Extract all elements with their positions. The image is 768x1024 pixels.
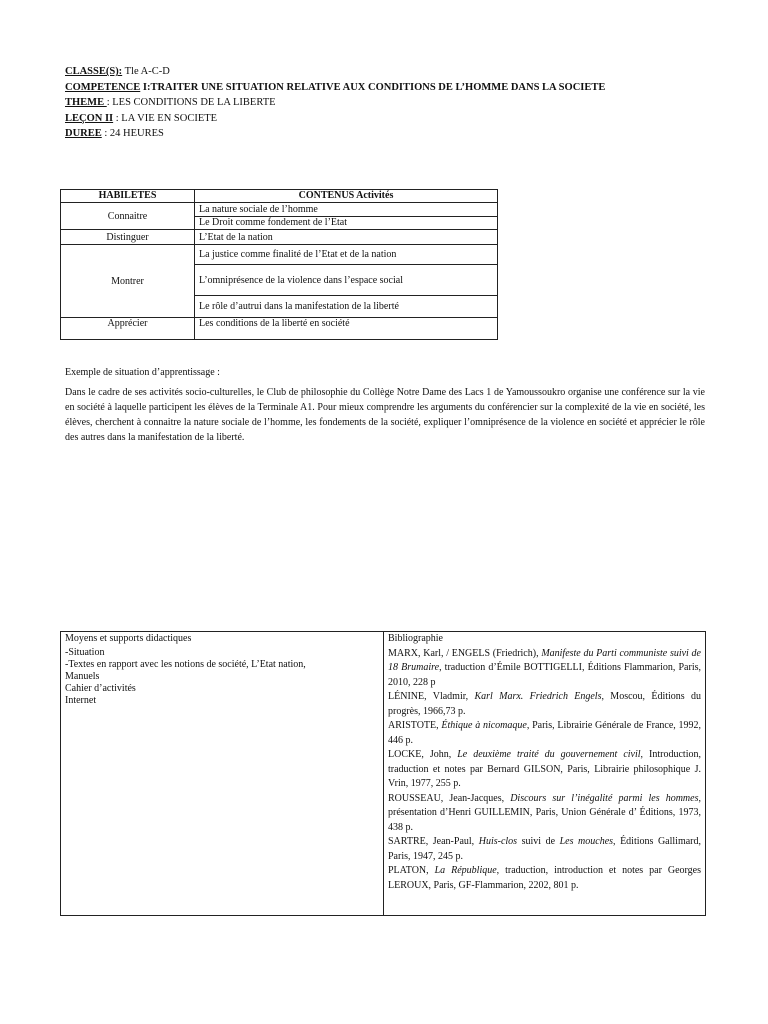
duree-line <box>65 126 605 142</box>
learning-situation <box>65 365 705 445</box>
resources-table <box>60 631 706 916</box>
bib-details: suivi de <box>517 836 560 847</box>
skill-distinguer: Distinguer <box>61 230 195 245</box>
table-row <box>61 203 498 217</box>
bib-author: ARISTOTE, <box>388 720 442 731</box>
skill-connaitre: Connaitre <box>61 203 195 230</box>
content-cell: L’Etat de la nation <box>195 230 498 245</box>
habiletes-header-row <box>61 190 498 203</box>
bib-title: Karl Marx. Friedrich Engels <box>474 691 602 702</box>
bib-entry <box>388 792 701 836</box>
content-cell: Les conditions de la liberté en société <box>195 318 498 340</box>
bib-author: LOCKE, John, <box>388 749 458 760</box>
bib-entry <box>388 835 701 864</box>
list-item: Internet <box>65 694 97 706</box>
bib-title: La République <box>434 865 497 876</box>
theme-line <box>65 95 605 111</box>
lesson-header <box>65 64 605 142</box>
bib-details: , traduction d’Émile BOTTIGELLI, Éditions Flammarion, Paris, 2010, 228 p <box>388 662 701 688</box>
theme-label: THEME <box>65 97 107 108</box>
bib-details: , Paris, Librairie Générale de France, 1992, 446 p. <box>388 720 701 746</box>
bib-entry <box>388 719 701 748</box>
bib-title: Discours sur l’inégalité parmi les hommes <box>510 792 699 804</box>
bib-author: ROUSSEAU, Jean-Jacques, <box>388 792 511 804</box>
duree-label: DUREE <box>65 128 102 139</box>
skill-montrer: Montrer <box>61 245 195 318</box>
situation-text: Dans le cadre de ses activités socio-culturelles, le Club de philosophie du Collège Notre Dame des Lacs 1 de Yamoussoukro organise une conférence sur la vie en société à laquelle participent les élèves de la Terminale A1. Pour mieux comprendre les arguments du conférencier sur la complexité de la vie en société, les élèves, cherchent à connaitre la nature sociale de l’homme, les fondements de la société, expliquer l’omniprésence de la violence en société et apprécier le rôle des autres dans la manifestation de la liberté. <box>65 387 705 443</box>
bib-author: SARTRE, Jean-Paul, <box>388 836 479 847</box>
table-row <box>61 230 498 245</box>
bib-details: , Moscou, Éditions du progrès, 1966,73 p. <box>388 691 701 717</box>
competence-line <box>65 80 605 96</box>
competence-value: I:TRAITER UNE SITUATION RELATIVE AUX CONDITIONS DE L’HOMME DANS LA SOCIETE <box>140 81 606 93</box>
bib-author: PLATON, <box>388 865 435 876</box>
content-cell: Le rôle d’autrui dans la manifestation de la liberté <box>195 296 498 318</box>
list-item: -Textes en rapport avec les notions de société, L’Etat nation, <box>65 658 306 670</box>
situation-title: Exemple de situation d’apprentissage : <box>65 367 220 378</box>
bib-title: Manifeste du Parti communiste suivi de 18 Brumaire <box>388 647 701 673</box>
content-cell: La justice comme finalité de l’Etat et de la nation <box>195 245 498 265</box>
bib-entry <box>388 647 701 691</box>
skill-apprecier: Apprécier <box>61 318 195 340</box>
lecon-line <box>65 111 605 127</box>
moyens-title: Moyens et supports didactiques <box>65 633 192 644</box>
habiletes-table <box>60 189 498 340</box>
bib-author: LÉNINE, Vladmir, <box>388 691 475 702</box>
content-cell: Le Droit comme fondement de l’Etat <box>195 217 498 230</box>
lecon-label: LEÇON II <box>65 112 114 124</box>
bib-title: Le deuxième traité du gouvernement civil <box>457 749 641 760</box>
bib-details: , traduction, introduction et notes par Georges LEROUX, Paris, GF-Flammarion, 2202, 801 p. <box>388 865 702 891</box>
lecon-value: : LA VIE EN SOCIETE <box>113 112 218 124</box>
bib-details: , présentation d’Henri GUILLEMIN, Paris, Union Générale d’ Éditions, 1973, 438 p. <box>388 792 701 833</box>
moyens-cell <box>61 632 384 916</box>
bibliographie-cell <box>384 632 706 916</box>
content-cell: La nature sociale de l’homme <box>195 203 498 217</box>
bib-title: Huis-clos <box>478 836 518 847</box>
classes-label: CLASSE(S): <box>65 66 123 77</box>
theme-value: : LES CONDITIONS DE LA LIBERTE <box>106 97 276 108</box>
duree-value: : 24 HEURES <box>101 128 164 139</box>
bib-details: , Éditions Gallimard, Paris, 1947, 245 p. <box>388 836 701 862</box>
table-row <box>61 245 498 265</box>
list-item: Cahier d’activités <box>65 682 136 694</box>
bibliographie-title: Bibliographie <box>388 633 443 644</box>
bib-title: Les mouches <box>559 836 614 847</box>
bib-details: , Introduction, traduction et notes par Bernard GILSON, Paris, Librairie philosophique J. Vrin, 1977, 255 p. <box>388 749 701 789</box>
bib-author: MARX, Karl, / ENGELS (Friedrich), <box>388 647 542 659</box>
table-row <box>61 632 706 916</box>
competence-label: COMPETENCE <box>65 81 141 93</box>
bib-entry <box>388 690 701 719</box>
bib-title: Éthique à nicomaque <box>441 720 527 731</box>
contenus-col-header: CONTENUS Activités <box>195 190 498 203</box>
habiletes-col-header: HABILETES <box>61 190 195 203</box>
content-cell: L’omniprésence de la violence dans l’espace social <box>195 265 498 296</box>
bib-entry <box>388 748 701 792</box>
classes-value: Tle A-C-D <box>122 66 170 77</box>
classes-line <box>65 64 605 80</box>
bib-entry <box>388 864 701 893</box>
list-item: Manuels <box>65 670 100 682</box>
table-row <box>61 318 498 340</box>
list-item: -Situation <box>65 646 105 658</box>
